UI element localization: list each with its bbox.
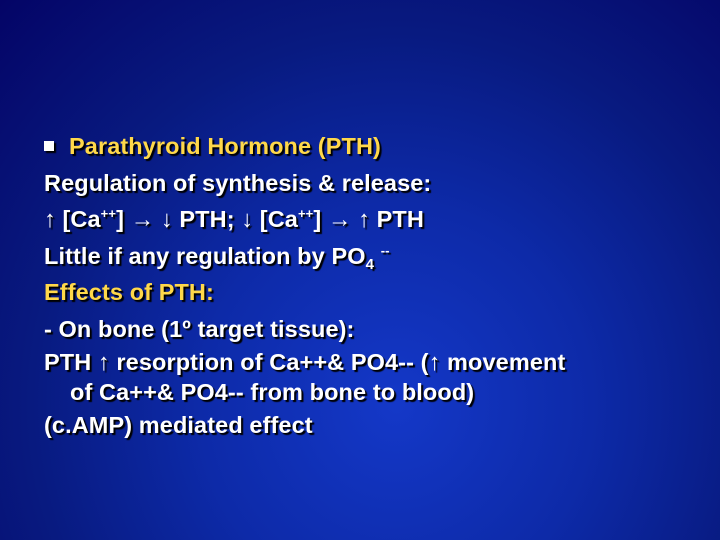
- phosphate-regulation-line: [44, 238, 704, 275]
- pth-label: PTH: [376, 206, 424, 232]
- calcium-charge: ++: [297, 206, 314, 221]
- calcium-label: [Ca: [62, 206, 101, 232]
- slide-title: Parathyroid Hormone (PTH): [69, 133, 381, 159]
- regulation-heading: Regulation of synthesis & release:: [44, 169, 432, 196]
- camp-line: (c.AMP) mediated effect: [44, 412, 313, 438]
- bone-line: - On bone (1º target tissue):: [44, 315, 355, 342]
- regulation-rule: [44, 201, 704, 238]
- up-arrow-icon: ↑: [358, 206, 371, 232]
- down-arrow-icon: ↓: [160, 206, 173, 232]
- down-arrow-icon: ↓: [241, 206, 254, 232]
- bracket-close: ]: [313, 206, 322, 232]
- phosphate-text: Little if any regulation by PO: [44, 242, 366, 269]
- square-bullet-icon: [44, 141, 54, 151]
- bracket-close: ]: [116, 206, 124, 232]
- pth-label: PTH;: [179, 206, 235, 232]
- right-arrow-icon: →: [130, 206, 155, 232]
- title-line: [44, 128, 704, 165]
- calcium-charge: ++: [100, 206, 117, 221]
- right-arrow-icon: →: [327, 206, 352, 232]
- resorption-line-continued: of Ca++& PO4-- from bone to blood): [70, 379, 475, 405]
- slide-body: [44, 128, 704, 444]
- effects-heading: Effects of PTH:: [44, 279, 214, 305]
- up-arrow-icon: ↑: [44, 206, 56, 232]
- phosphate-charge: --: [380, 242, 390, 258]
- resorption-line: PTH ↑ resorption of Ca++& PO4-- (↑ movement: [44, 349, 566, 375]
- phosphate-subscript: 4: [365, 255, 375, 273]
- calcium-label: [Ca: [259, 206, 298, 232]
